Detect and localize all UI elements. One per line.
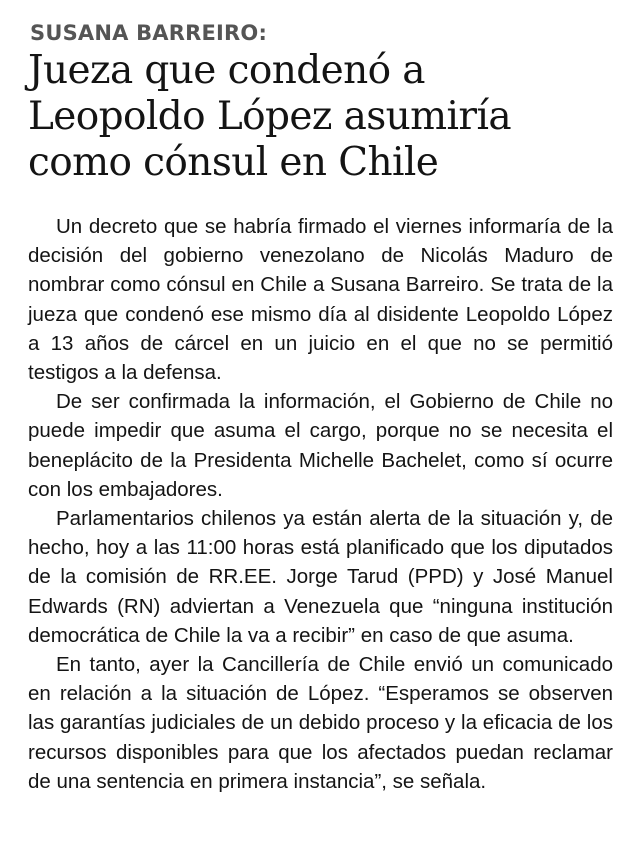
article-paragraph: En tanto, ayer la Cancillería de Chile envió un comunicado en relación a la situación de López. “Esperamos se observen las garantías judiciales de un debido proceso y la eficacia de los recursos disponibles para que los afectados puedan reclamar de una sentencia en primera instancia”, se señala.	[28, 653, 613, 793]
article-kicker: SUSANA BARREIRO:	[30, 21, 268, 45]
article-paragraph: Un decreto que se habría firmado el viernes informaría de la decisión del gobierno venezolano de Nicolás Maduro de nombrar como cónsul en Chile a Susana Barreiro. Se trata de la jueza que condenó ese mismo día al disidente Leopoldo López a 13 años de cárcel en un juicio en el que no se permitió testigos a la defensa.	[28, 215, 613, 385]
article-body	[28, 212, 613, 796]
article-paragraph: Parlamentarios chilenos ya están alerta de la situación y, de hecho, hoy a las 11:00 horas está planificado que los diputados de la comisión de RR.EE. Jorge Tarud (PPD) y José Manuel Edwards (RN) adviertan a Venezuela que “ninguna institución democrática de Chile la va a recibir” en caso de que asuma.	[28, 507, 613, 647]
article-headline: Jueza que condenó a Leopoldo López asumiría como cónsul en Chile	[28, 48, 511, 185]
article-paragraph: De ser confirmada la información, el Gobierno de Chile no puede impedir que asuma el cargo, porque no se necesita el beneplácito de la Presidenta Michelle Bachelet, como sí ocurre con los embajadores.	[28, 390, 613, 501]
news-article	[28, 20, 613, 796]
